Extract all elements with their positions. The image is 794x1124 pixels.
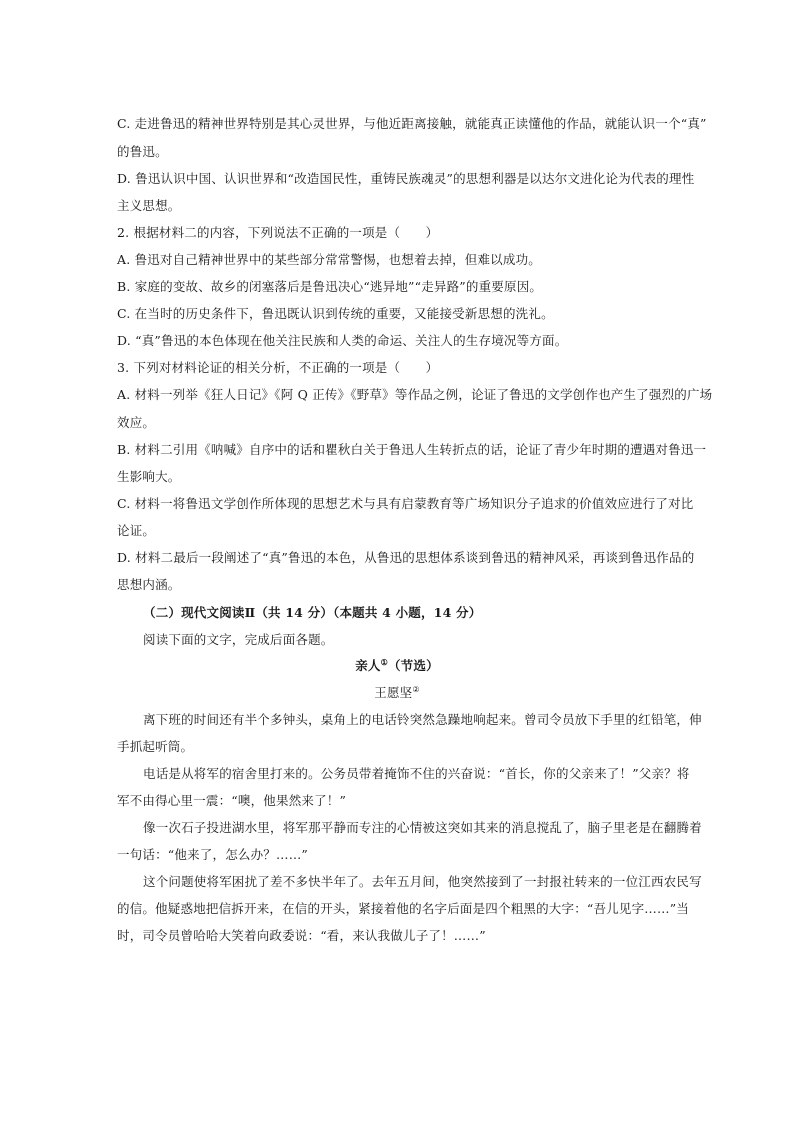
question-2-stem: 2. 根据材料二的内容，下列说法不正确的一项是（ ） [117,225,439,240]
q3-option-b-line-1: B. 材料二引用《呐喊》自序中的话和瞿秋白关于鲁迅人生转折点的话，论证了青少年时期的遭遇对鲁迅一 [117,442,707,457]
paragraph-4-line-2: 的信。他疑惑地把信拆开来，在信的开头，紧接着他的名字后面是四个粗黑的大字：“吾儿见字……”当 [117,901,689,916]
q3-option-d-line-2: 思想内涵。 [117,577,181,592]
reading-instruction: 阅读下面的文字，完成后面各题。 [143,632,334,647]
paragraph-4-line-3: 时，司令员曾哈哈大笑着向政委说：“看，来认我做儿子了！……” [117,928,486,943]
q3-option-a-line-2: 效应。 [117,415,156,430]
q3-option-c-line-2: 论证。 [117,523,156,538]
paragraph-2-line-2: 军不由得心里一震：“噢，他果然来了！” [117,793,347,808]
q3-option-c-line-1: C. 材料一将鲁迅文学创作所体现的思想艺术与具有启蒙教育等广场知识分子追求的价值效应进行了对比 [117,496,694,511]
paragraph-2-line-1: 电话是从将军的宿舍里打来的。公务员带着掩饰不住的兴奋说：“首长，你的父亲来了！”父亲？将 [143,766,690,781]
question-3-stem: 3. 下列对材料论证的相关分析，不正确的一项是（ ） [117,360,439,375]
paragraph-4-line-1: 这个问题使将军困扰了差不多快半年了。去年五月间，他突然接到了一封报社转来的一位江西农民写 [143,874,702,889]
option-d-line-1: D. 鲁迅认识中国、认识世界和“改造国民性，重铸民族魂灵”的思想利器是以达尔文进化论为代表的理性 [117,171,695,186]
q2-option-d: D. “真”鲁迅的本色体现在他关注民族和人类的命运、关注人的生存境况等方面。 [117,333,568,348]
article-title: 亲人①（节选） [355,656,439,673]
q2-option-b: B. 家庭的变故、故乡的闭塞落后是鲁迅决心“逃异地”“走异路”的重要原因。 [117,279,543,294]
q2-option-c: C. 在当时的历史条件下，鲁迅既认识到传统的重要，又能接受新思想的洗礼。 [117,306,554,321]
paragraph-1-line-1: 离下班的时间还有半个多钟头，桌角上的电话铃突然急躁地响起来。曾司令员放下手里的红铅笔，伸 [143,712,702,727]
paragraph-3-line-2: 一句话：“他来了，怎么办？……” [117,847,308,862]
option-d-line-2: 主义思想。 [117,198,181,213]
author-footnote-mark: ② [412,684,420,694]
q3-option-b-line-2: 生影响大。 [117,469,181,484]
paragraph-1-line-2: 手抓起听筒。 [117,739,194,754]
section-heading: （二）现代文阅读Ⅱ（共 14 分）（本题共 4 小题，14 分） [143,605,482,620]
title-footnote-mark: ① [380,656,388,667]
option-c-line-1: C. 走进鲁迅的精神世界特别是其心灵世界，与他近距离接触，就能真正读懂他的作品，就能认识一个“真” [117,116,707,131]
article-author: 王愿坚② [374,684,420,700]
paragraph-3-line-1: 像一次石子投进湖水里，将军那平静而专注的心情被这突如其来的消息搅乱了，脑子里老是在翻腾着 [143,820,702,835]
q3-option-d-line-1: D. 材料二最后一段阐述了“真”鲁迅的本色，从鲁迅的思想体系谈到鲁迅的精神风采，再谈到鲁迅作品的 [117,550,695,565]
option-c-line-2: 的鲁迅。 [117,144,168,159]
q2-option-a: A. 鲁迅对自己精神世界中的某些部分常常警惕，也想着去掉，但难以成功。 [117,252,541,267]
q3-option-a-line-1: A. 材料一列举《狂人日记》《阿 Q 正传》《野草》等作品之例，论证了鲁迅的文学创作也产生了强烈的广场 [117,387,713,402]
